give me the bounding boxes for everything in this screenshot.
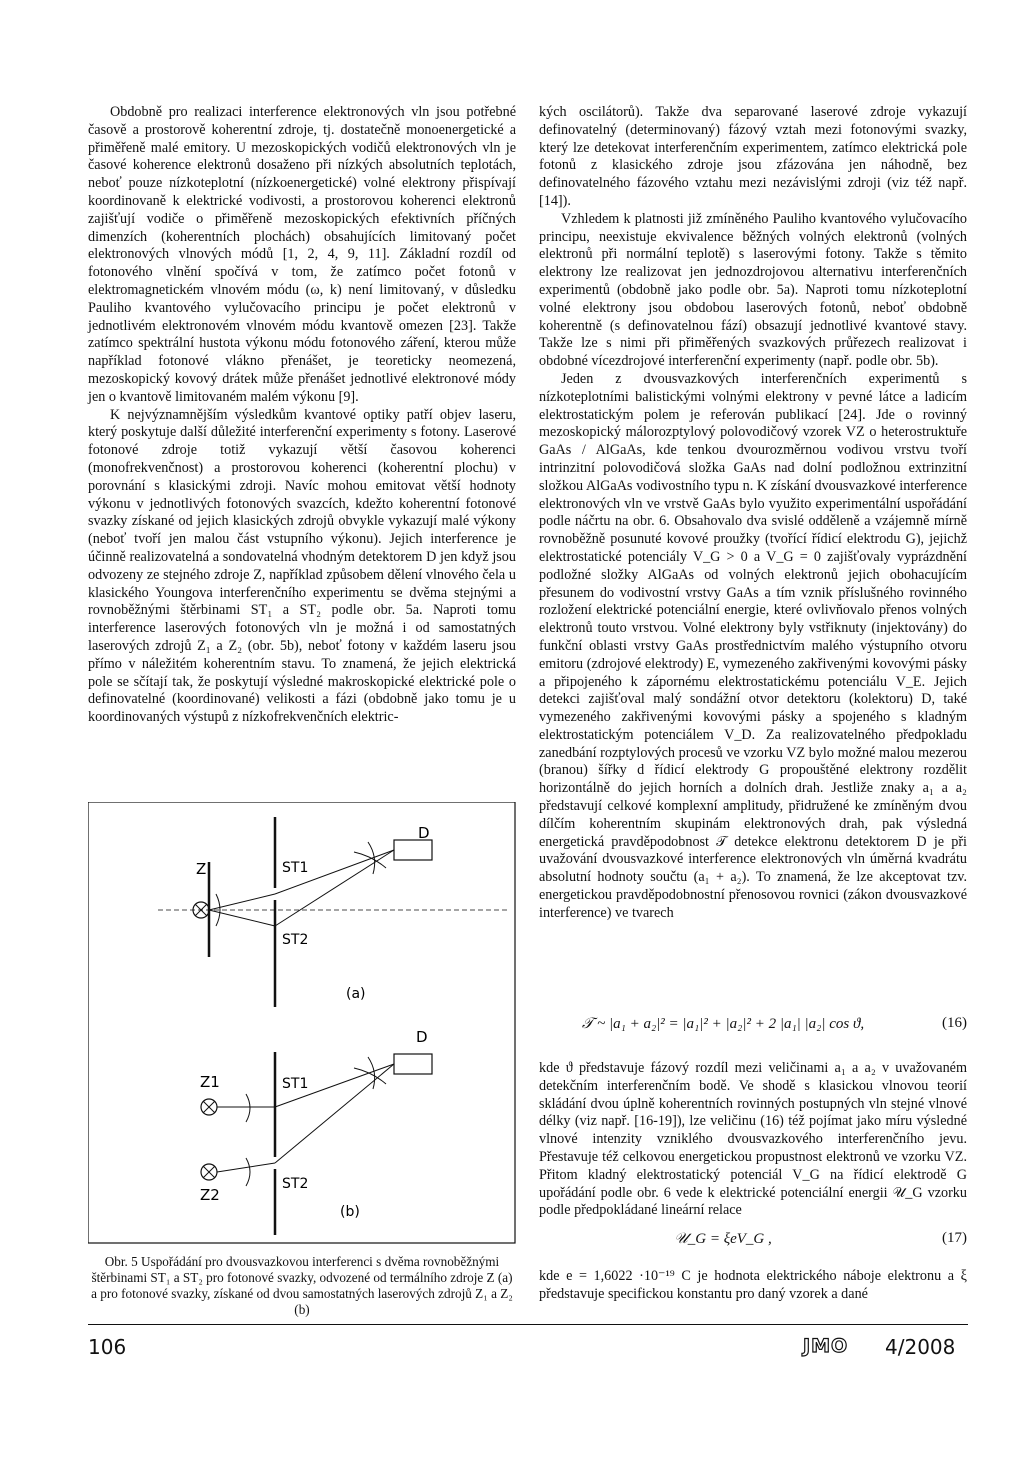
equation-body: 𝒯 ~ |a₁ + a₂|² = |a₁|² + |a₂|² + 2 |a₁| |a₂| cos ϑ, <box>581 1016 865 1032</box>
equation-body: 𝒰_G = ξeV_G , <box>674 1231 772 1247</box>
equation-number: (16) <box>942 1015 967 1031</box>
right-column-middle <box>539 1060 967 1220</box>
paragraph: K nejvýznamnějším výsledkům kvantové optiky patří objev laseru, který poskytuje další důležité interferenční experimenty s fotony. Laserové fotonové zdroje totiž vykazují větší časovou koherenci (monofrekvenčnost) a prostorovou koherenci (koherentní plochu) v porovnání s klasickými zdroji. Navíc mohou emitovat větší hodnoty výkonu v jednotlivých fotonových svazcích, kdežto koherentní fotonové svazky získané od jejich klasických zdrojů obvykle vykazují malé výkony (neboť tvoří jen malou část vstupního výkonu). Jejich interference je účinně realizovatelná a sondovatelná vhodným detektorem D jen když jsou odvozeny ze stejného zdroje Z, například způsobem dělení vlnového čela u klasického Youngova interferenčního experimentu se dvěma stejnými a rovnoběžnými štěrbinami ST₁ a ST₂ podle obr. 5a. Naproti tomu interference laserových fotonových vln je možná i od samostatných laserových zdrojů Z₁ a Z₂ (obr. 5b), neboť fotony v každém laseru jsou přímo v náležitém koherentním stavu. To znamená, že jejich elektrická pole se sčítají tak, že poskytují výsledné makroskopické elektrické pole o definovatelné (koordinované) velikosti a fázi (obdobně jako tomu je u koordinovaných výstupů z nízkofrekvenčních elektric- <box>88 406 516 726</box>
source-label: Z1 <box>200 1073 220 1091</box>
footer-rule <box>88 1324 968 1325</box>
figure-5-diagram <box>88 802 516 1244</box>
figure-caption: Obr. 5 Uspořádání pro dvousvazkovou interferenci s dvěma rovnoběžnými štěrbinami ST₁ a ST₂ pro fotonové svazky, odvozené od termálního zdroje Z (a) a pro fotonové svazky, získané od dvou samostatných laserových zdrojů Z₁ a Z₂ (b) <box>91 1254 513 1317</box>
page-number: 106 <box>88 1335 127 1359</box>
right-column-bottom <box>539 1268 967 1304</box>
figure-5 <box>88 802 516 1244</box>
paragraph: Vzhledem k platnosti již zmíněného Pauliho kvantového vylučovacího principu, neexistuje ekvivalence běžných volných elektronů (volných elektronů při normální teplotě) s laserovými fotony. Takže s těmito elektrony lze realizovat jen jednozdrojovou alternativu interferenčních experimentů (obdobně jako podle obr. 5a). Naproti tomu nízkoteplotní volné elektrony jsou obdobou laserových fotonů, neboť obdobně koherentně (s definovatelnou fází) obsazují jednotlivé kvantové stavy. Takže lze s nimi při přiměřených svazkových průřezech realizovat i obdobné vícezdrojové interferenční experimenty (např. podle obr. 5b). <box>539 210 967 370</box>
equation-number: (17) <box>942 1230 967 1246</box>
source-label: Z2 <box>200 1186 220 1204</box>
paragraph: kde ϑ představuje fázový rozdíl mezi veličinami a₁ a a₂ v uvažovaném detekčním interferenčním bodě. Ve shodě s klasickou vlnovou teorií skládání dvou úplně koherentních rovinných postupných vln stejné vlnové délky (viz např. [16-19]), lze veličinu (16) též pojímat jako míru výsledné vlnové intenzity vzniklého dvousvazkového interferenčního jevu. Přestavuje též celkovou energetickou propustnost elektronů ve vzorku VZ. Přitom kladný elektrostatický potenciál V_G na řídicí elektrodě G upořádání podle obr. 6 vede k elektrické potenciální energii 𝒰_G vzorku podle předpokládané lineární relace <box>539 1060 967 1219</box>
source-label: Z <box>196 860 207 878</box>
slit-label: ST1 <box>282 860 309 876</box>
paragraph: Jeden z dvousvazkových interferenčních experimentů s nízkoteplotními balistickými volnými elektrony v pevné látce a ladicím elektrostatickým polem je referován publikací [24]. Jde o rovinný mezoskopický málorozptylový polovodičový vzorek VZ o heterostruktuře GaAs / AlGaAs, kde tenkou dvourozměrnou vodivou vrstvu tvoří intrinzitní polovodičová složka GaAs nad dolní podložnou extrinzitní složkou AlGaAs vodivostního typu n. K získání dvousvazkové interference elektronových vln ve vrstvě GaAs bylo využito experimentální uspořádání podle náčrtu na obr. 6. Obsahovalo dva svislé odděleně a vzájemně mírně rovnoběžně posunuté kovové proužky (tvořící řídicí elektrodu G), jejichž elektrostatické potenciály V_G > 0 a V_G = 0 zajišťovaly vyprázdnění podložné složky AlGaAs od volných elektronů jejich obohacujícím přesunem do vodivostní vrstvy GaAs a tím vznik příslušného rovinného rozložení elektrické potenciální energie, které ovlivňovalo přenos volných elektronů touto vrstvou. Volné elektrony byly vstřiknuty (injektovány) do funkční oblasti vrstvy GaAs prostřednictvím malého výstupního otvoru emitoru (zdrojové elektrody) E, vymezeného zakřivenými kovovými pásky a připojeného k zápornému elektrostatickému potenciálu V_E. Jejich detekci zajišťoval malý sondážní otvor detektoru (kolektoru) D, také vymezeného zakřivenými kovovými pásky a spojeného s kladným elektrostatickým potenciálem V_D. Za realizovatelného předpokladu zanedbání rozptylových procesů ve vzorku VZ bylo možné malou mezerou (branou) šířky d řídicí elektrody G propouštěné elektrony rozdělit horizontálně do jejich horních a dolních drah. Jestliže znaky a₁ a a₂ představují celkové komplexní amplitudy, přidružené ke zmíněným dvou dílčím koherentním skupinám elektronových drah, pak výsledná energetická pravděpodobnost 𝒯 detekce elektronu detektorem D je při uvažování dvousvazkové interference elektronových vln úměrná kvadrátu absolutní hodnoty součtu (a₁ + a₂). To znamená, že lze akceptovat tzv. energetickou pravděpodobnostní přenosovou rovnici (zákon dvousvazkové interference) ve tvarech <box>539 370 967 921</box>
paragraph: kde e = 1,6022 ·10⁻¹⁹ C je hodnota elektrického náboje elektronu a ξ představuje specifickou konstantu pro daný vzorek a dané <box>539 1268 967 1302</box>
slit-label: ST1 <box>282 1076 309 1092</box>
slit-label: ST2 <box>282 1176 309 1192</box>
panel-label: (b) <box>340 1204 360 1220</box>
panel-label: (a) <box>346 986 366 1002</box>
detector-label: D <box>418 824 430 842</box>
left-column <box>88 104 516 727</box>
journal-logo: JMO <box>803 1335 849 1357</box>
paragraph: kých oscilátorů). Takže dva separované laserové zdroje vykazují definovatelný (determinovaný) fázový vztah mezi fotonovými svazky, který lze detekovat interferenčním experimentem, zatímco elektrická pole fotonů z klasického zdroje jsou zfázována jen náhodně, bez definovatelného fázového vztahu mezi nezávislými zdroji (viz též např. [14]). <box>539 104 967 209</box>
detector-label: D <box>416 1028 428 1046</box>
slit-label: ST2 <box>282 932 309 948</box>
issue-number: 4/2008 <box>885 1335 956 1359</box>
right-column <box>539 104 967 923</box>
paragraph: Obdobně pro realizaci interference elektronových vln jsou potřebné časově a prostorově koherentní zdroje, tj. dostatečně monoenergetické a přiměřeně malé emitory. U mezoskopických vodičů elektronových vln je časové koherence elektronů dosaženo při nízkých absolutních teplotách, neboť pouze nízkoteplotní (nízkoenergetické) volné elektrony přispívají koordinovaně k elektrické vodivosti, a prostorovou koherenci elektronů zajišťují vodiče o přiměřeně mezoskopických efektivních příčných dimenzích (koherentních plochách) obsahujících limitovaný počet elektronových vlnových módů [1, 2, 4, 9, 11]. Základní rozdíl od fotonového vlnění spočívá v tom, že zatímco počet fotonů v elektromagnetickém vlnovém módu (ω, k) není limitovaný, v důsledku Pauliho kvantového vylučovacího principu je počet elektronů v jednotlivém elektronovém vlnovém módu kvantově omezen [23]. Takže zatímco spektrální hustota výkonu módu fotonového záření, kterou může například fotonové vlákno přenášet, je teoreticky neomezená, mezoskopický kovový drátek může přenášet jednotlivé elektronové módy jen o kvantově limitovaném malém výkonu [9]. <box>88 104 516 405</box>
